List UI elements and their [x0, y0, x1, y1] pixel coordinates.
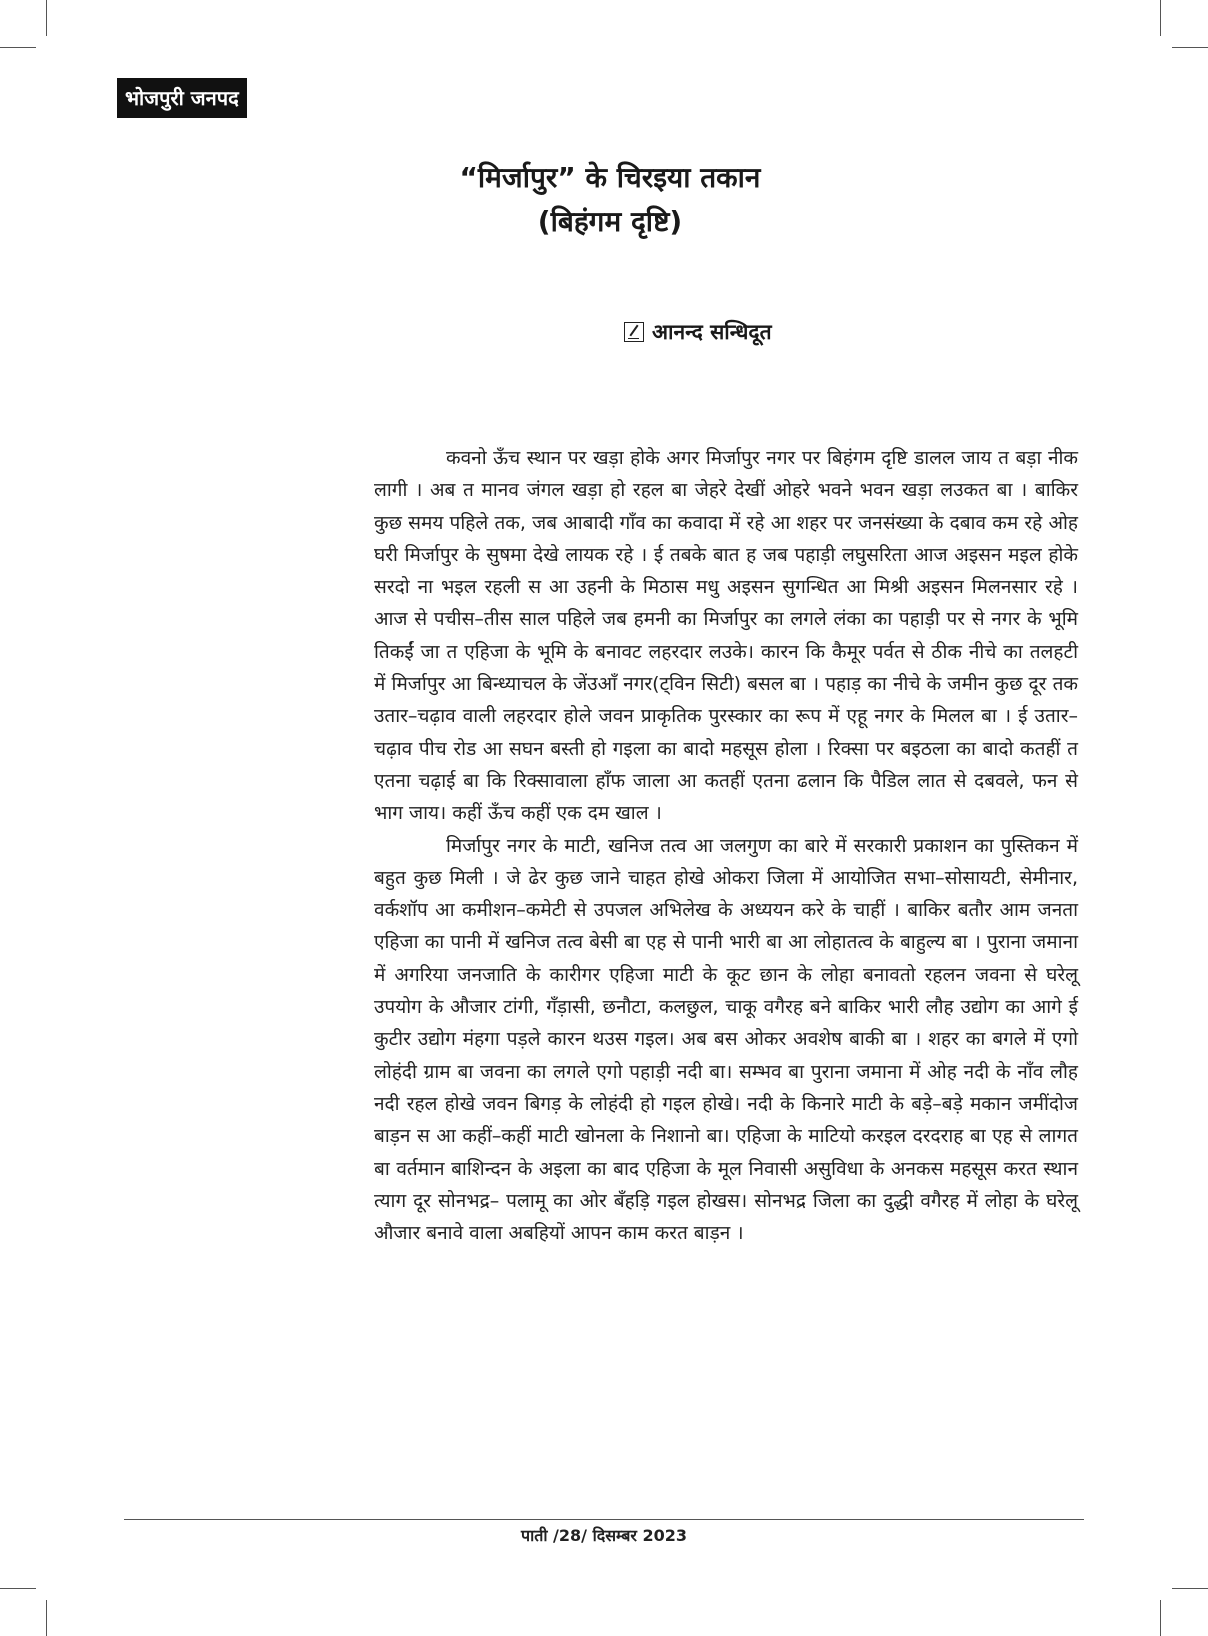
- paragraph-1: कवनो ऊँच स्थान पर खड़ा होके अगर मिर्जापुर नगर पर बिहंगम दृष्टि डालल जाय त बड़ा नीक लागी । अब त मानव जंगल खड़ा हो रहल बा जेहरे देखीं ओहरे भवने भवन खड़ा लउकत बा । बाकिर कुछ समय पहिले तक, जब आबादी गाँव का कवादा में रहे आ शहर पर जनसंख्या के दबाव कम रहे ओह घरी मिर्जापुर के सुषमा देखे लायक रहे । ई तबके बात ह जब पहाड़ी लघुसरिता आज अइसन मइल होके सरदो ना भइल रहली स आ उहनी के मिठास मधु अइसन सुगन्धित आ मिश्री अइसन मिलनसार रहे । आज से पचीस–तीस साल पहिले जब हमनी का मिर्जापुर का लगले लंका का पहाड़ी पर से नगर के भूमि तिकईं जा त एहिजा के भूमि के बनावट लहरदार लउके। कारन कि कैमूर पर्वत से ठीक नीचे का तलहटी में मिर्जापुर आ बिन्ध्याचल के जेंउआँ नगर(ट्विन सिटी) बसल बा । पहाड़ का नीचे के जमीन कुछ दूर तक उतार–चढ़ाव वाली लहरदार होले जवन प्राकृतिक पुरस्कार का रूप में एहू नगर के मिलल बा । ई उतार–चढ़ाव पीच रोड आ सघन बस्ती हो गइला का बादो महसूस होला । रिक्सा पर बइठला का बादो कतहीं त एतना चढ़ाई बा कि रिक्सावाला हाँफ जाला आ कतहीं एतना ढलान कि पैडिल लात से दबवले, फन से भाग जाय। कहीं ऊँच कहीं एक दम खाल ।: [374, 447, 1079, 825]
- article-body: [374, 442, 1078, 1249]
- crop-mark-bottom-left: [46, 1600, 47, 1636]
- paragraph-2: मिर्जापुर नगर के माटी, खनिज तत्व आ जलगुण का बारे में सरकारी प्रकाशन का पुस्तिकन में बहुत कुछ मिली । जे ढेर कुछ जाने चाहत होखे ओकरा जिला में आयोजित सभा–सोसायटी, सेमीनार, वर्कशॉप आ कमीशन–कमेटी से उपजल अभिलेख के अध्ययन करे के चाहीं । बाकिर बतौर आम जनता एहिजा का पानी में खनिज तत्व बेसी बा एह से पानी भारी बा आ लोहातत्व के बाहुल्य बा । पुराना जमाना में अगरिया जनजाति के कारीगर एहिजा माटी के कूट छान के लोहा बनावतो रहलन जवना से घरेलू उपयोग के औजार टांगी, गँड़ासी, छनौटा, कलछुल, चाकू वगैरह बने बाकिर भारी लौह उद्योग का आगे ई कुटीर उद्योग मंहगा पड़ले कारन थउस गइल। अब बस ओकर अवशेष बाकी बा । शहर का बगले में एगो लोहंदी ग्राम बा जवना का लगले एगो पहाड़ी नदी बा। सम्भव बा पुराना जमाना में ओह नदी के नाँव लौह नदी रहल होखे जवन बिगड़ के लोहंदी हो गइल होखे। नदी के किनारे माटी के बड़े–बड़े मकान जमींदोज बाड़न स आ कहीं–कहीं माटी खोनला के निशानो बा। एहिजा के माटियो करइल दरदराह बा एह से लागत बा वर्तमान बाशिन्दन के अइला का बाद एहिजा के मूल निवासी असुविधा के अनकस महसूस करत स्थान त्याग दूर सोनभद्र– पलामू का ओर बँहड़ि गइल होखस। सोनभद्र जिला का दुद्धी वगैरह में लोहा के घरेलू औजार बनावे वाला अबहियों आपन काम करत बाड़न ।: [374, 834, 1078, 1245]
- page-footer: पाती /28/ दिसम्बर 2023: [520, 1526, 688, 1545]
- crop-mark-top-right: [1160, 0, 1161, 36]
- crop-mark-bottom-right: [1160, 1600, 1161, 1636]
- title-line-main: “मिर्जापुर” के चिरइया तकान: [459, 161, 761, 194]
- crop-mark-top-left: [46, 0, 47, 36]
- crop-mark-right-top: [1172, 47, 1208, 48]
- pen-writing-icon: [624, 322, 644, 342]
- crop-mark-left-bottom: [0, 1588, 36, 1589]
- article-title: [360, 156, 860, 244]
- crop-mark-left-top: [0, 47, 36, 48]
- crop-mark-right-bottom: [1172, 1588, 1208, 1589]
- author-name: आनन्द सन्धिदूत: [652, 320, 772, 344]
- author-byline: [624, 316, 772, 348]
- section-tag: भोजपुरी जनपद: [117, 78, 247, 118]
- footer-rule: [124, 1519, 1084, 1520]
- title-line-sub: (बिहंगम दृष्टि): [537, 205, 683, 238]
